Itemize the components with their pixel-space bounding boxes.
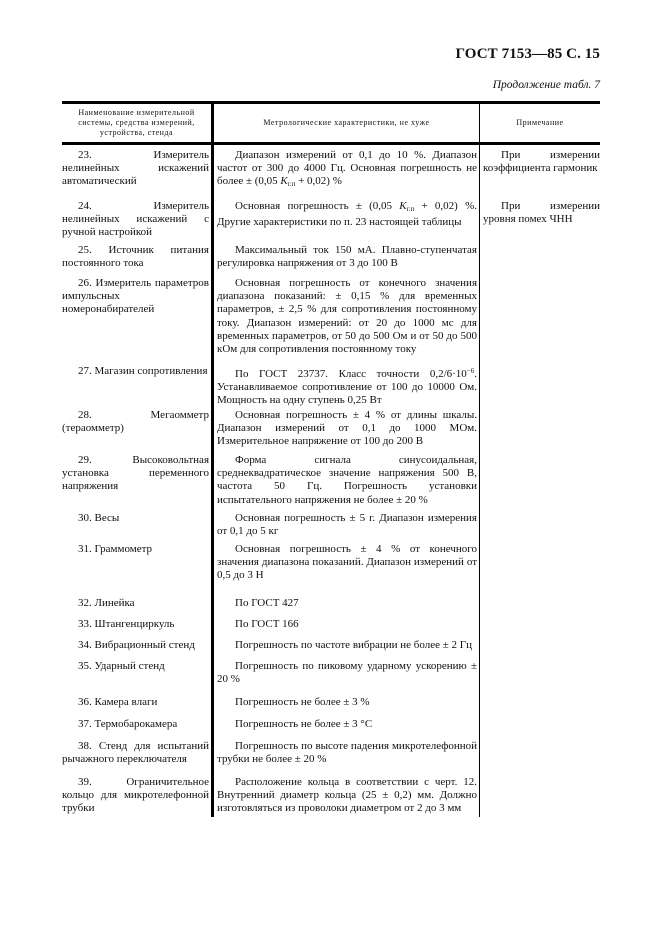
table-row [62,656,600,692]
header-metrological-characteristics: Метрологические характеристики, не хуже [211,104,479,142]
instrument-spec [211,361,479,405]
instrument-spec: Погрешность не более ± 3 °С [211,714,479,736]
instrument-note [479,714,600,736]
instrument-spec: По ГОСТ 166 [211,614,479,635]
instrument-spec: По ГОСТ 427 [211,593,479,614]
instrument-spec: Форма сигнала синусоидальная, среднеквадратическое значение напряжения 500 В, частота 50 Гц. Погрешность установки испытательного напряжения не более ± 20 % [211,450,479,508]
table-row [62,273,600,361]
instrument-name: 38. Стенд для испытаний рычажного переключателя [62,740,209,766]
table-row [62,508,600,539]
table-row [62,593,600,614]
instrument-spec [211,196,479,240]
instrument-name: 30. Весы [78,512,120,524]
instrument-note [479,772,600,817]
table-row [62,405,600,450]
table-row [62,772,600,817]
instrument-note [479,361,600,405]
instrument-spec: Основная погрешность ± 4 % от длины шкалы. Диапазон измерений от 0,1 до 1000 МОм. Измерительное напряжение от 100 до 200 В [211,405,479,450]
header-note: Примечание [479,104,600,142]
page-header: ГОСТ 7153—85 С. 15 [455,46,600,62]
coefficient-symbol: K [280,175,288,188]
instrument-note [479,273,600,361]
table-row [62,240,600,273]
spec-text: . Устанавливаемое сопротивление от 100 до 10000 Ом. Мощность на одну ступень 0,25 Вт [217,368,477,407]
instrument-name: 23. Измеритель нелинейных искажений автоматический [62,149,209,188]
instrument-spec: Максимальный ток 150 мА. Плавно-ступенчатая регулировка напряжения от 3 до 100 В [211,240,479,273]
instrument-name: 33. Штангенциркуль [78,618,175,630]
instrument-name: 32. Линейка [78,597,135,609]
measurement-instruments-table [62,101,600,817]
table-row [62,361,600,405]
instrument-name: 29. Высоковольтная установка переменного напряжения [62,454,209,493]
instrument-name: 31. Граммометр [78,543,153,555]
instrument-spec: Расположение кольца в соответствии с черт. 12. Внутренний диаметр кольца (25 ± 0,2) мм. Должно изготовляться из проволоки диаметром от 2 до 3 мм [211,772,479,817]
instrument-spec: Погрешность по высоте падения микротелефонной трубки не более ± 20 % [211,736,479,772]
spec-text: Диапазон измерений от 0,1 до 10 %. Диапазон частот от 300 до 4000 Гц. Основная погрешность не более ± (0,05 [217,149,477,188]
table-row [62,714,600,736]
exponent: −6 [466,367,475,375]
instrument-name: 27. Магазин сопротивления [78,365,208,377]
spec-text: + 0,02) % [295,175,342,188]
instrument-spec: Основная погрешность ± 5 г. Диапазон измерения от 0,1 до 5 кг [211,508,479,539]
table-continuation-label: Продолжение табл. 7 [492,79,600,91]
instrument-note [479,508,600,539]
header-instrument-name: Наименование измерительной системы, средства измерений, устройства, стенда [78,108,195,137]
instrument-note [479,656,600,692]
table-row [62,450,600,508]
instrument-spec: Основная погрешность ± 4 % от конечного значения диапазона показаний. Диапазон измерений от 0,5 до 3 Н [211,539,479,593]
spec-text: По ГОСТ 23737. Класс точности 0,2/6·10 [235,368,467,380]
instrument-note [479,736,600,772]
instrument-name: 26. Измеритель параметров импульсных номеронабирателей [62,277,209,316]
table-row [62,692,600,714]
instrument-note: При измерении уровня помех ЧНН [479,196,600,240]
instrument-note [479,450,600,508]
instrument-note [479,692,600,714]
table-row [62,635,600,656]
instrument-name: 24. Измеритель нелинейных искажений с ручной настройкой [62,200,209,239]
instrument-note [479,593,600,614]
spec-text: + 0,02) %. Другие характеристики по п. 23 настоящей таблицы [217,200,477,229]
instrument-note [479,240,600,273]
instrument-name: 37. Термобарокамера [78,718,178,730]
instrument-note [479,539,600,593]
instrument-spec: Погрешность по пиковому ударному ускорению ± 20 % [211,656,479,692]
instrument-spec [211,145,479,196]
table-header-row [62,101,600,145]
coefficient-subscript: г.п [406,205,415,213]
instrument-name: 35. Ударный стенд [78,660,165,672]
instrument-note: При измерении коэффициента гармоник [479,145,600,196]
instrument-note [479,614,600,635]
instrument-note [479,405,600,450]
table-row [62,614,600,635]
table-row [62,736,600,772]
instrument-note [479,635,600,656]
instrument-name: 28. Мегаомметр (тераомметр) [62,409,209,435]
table-row [62,145,600,196]
table-row [62,196,600,240]
coefficient-symbol: K [399,200,407,212]
instrument-name: 25. Источник питания постоянного тока [62,244,209,270]
spec-text: Основная погрешность ± (0,05 [235,200,400,212]
instrument-spec: Основная погрешность от конечного значения диапазона показаний: ± 0,15 % для временных параметров, ± 2,5 % для сопротивления постоянному току. Диапазон измерений: от 20 до 1000 мс для временных параметров, от 50 до 500 Ом и от 50 до 500 кОм для сопротивления постоянному току [211,273,479,361]
coefficient-subscript: г.п [287,180,296,189]
instrument-name: 39. Ограничительное кольцо для микротелефонной трубки [62,776,209,815]
instrument-spec: Погрешность по частоте вибрации не более ± 2 Гц [211,635,479,656]
table-row [62,539,600,593]
table-body [62,145,600,817]
instrument-spec: Погрешность не более ± 3 % [211,692,479,714]
instrument-name: 36. Камера влаги [78,696,158,708]
instrument-name: 34. Вибрационный стенд [78,639,195,651]
